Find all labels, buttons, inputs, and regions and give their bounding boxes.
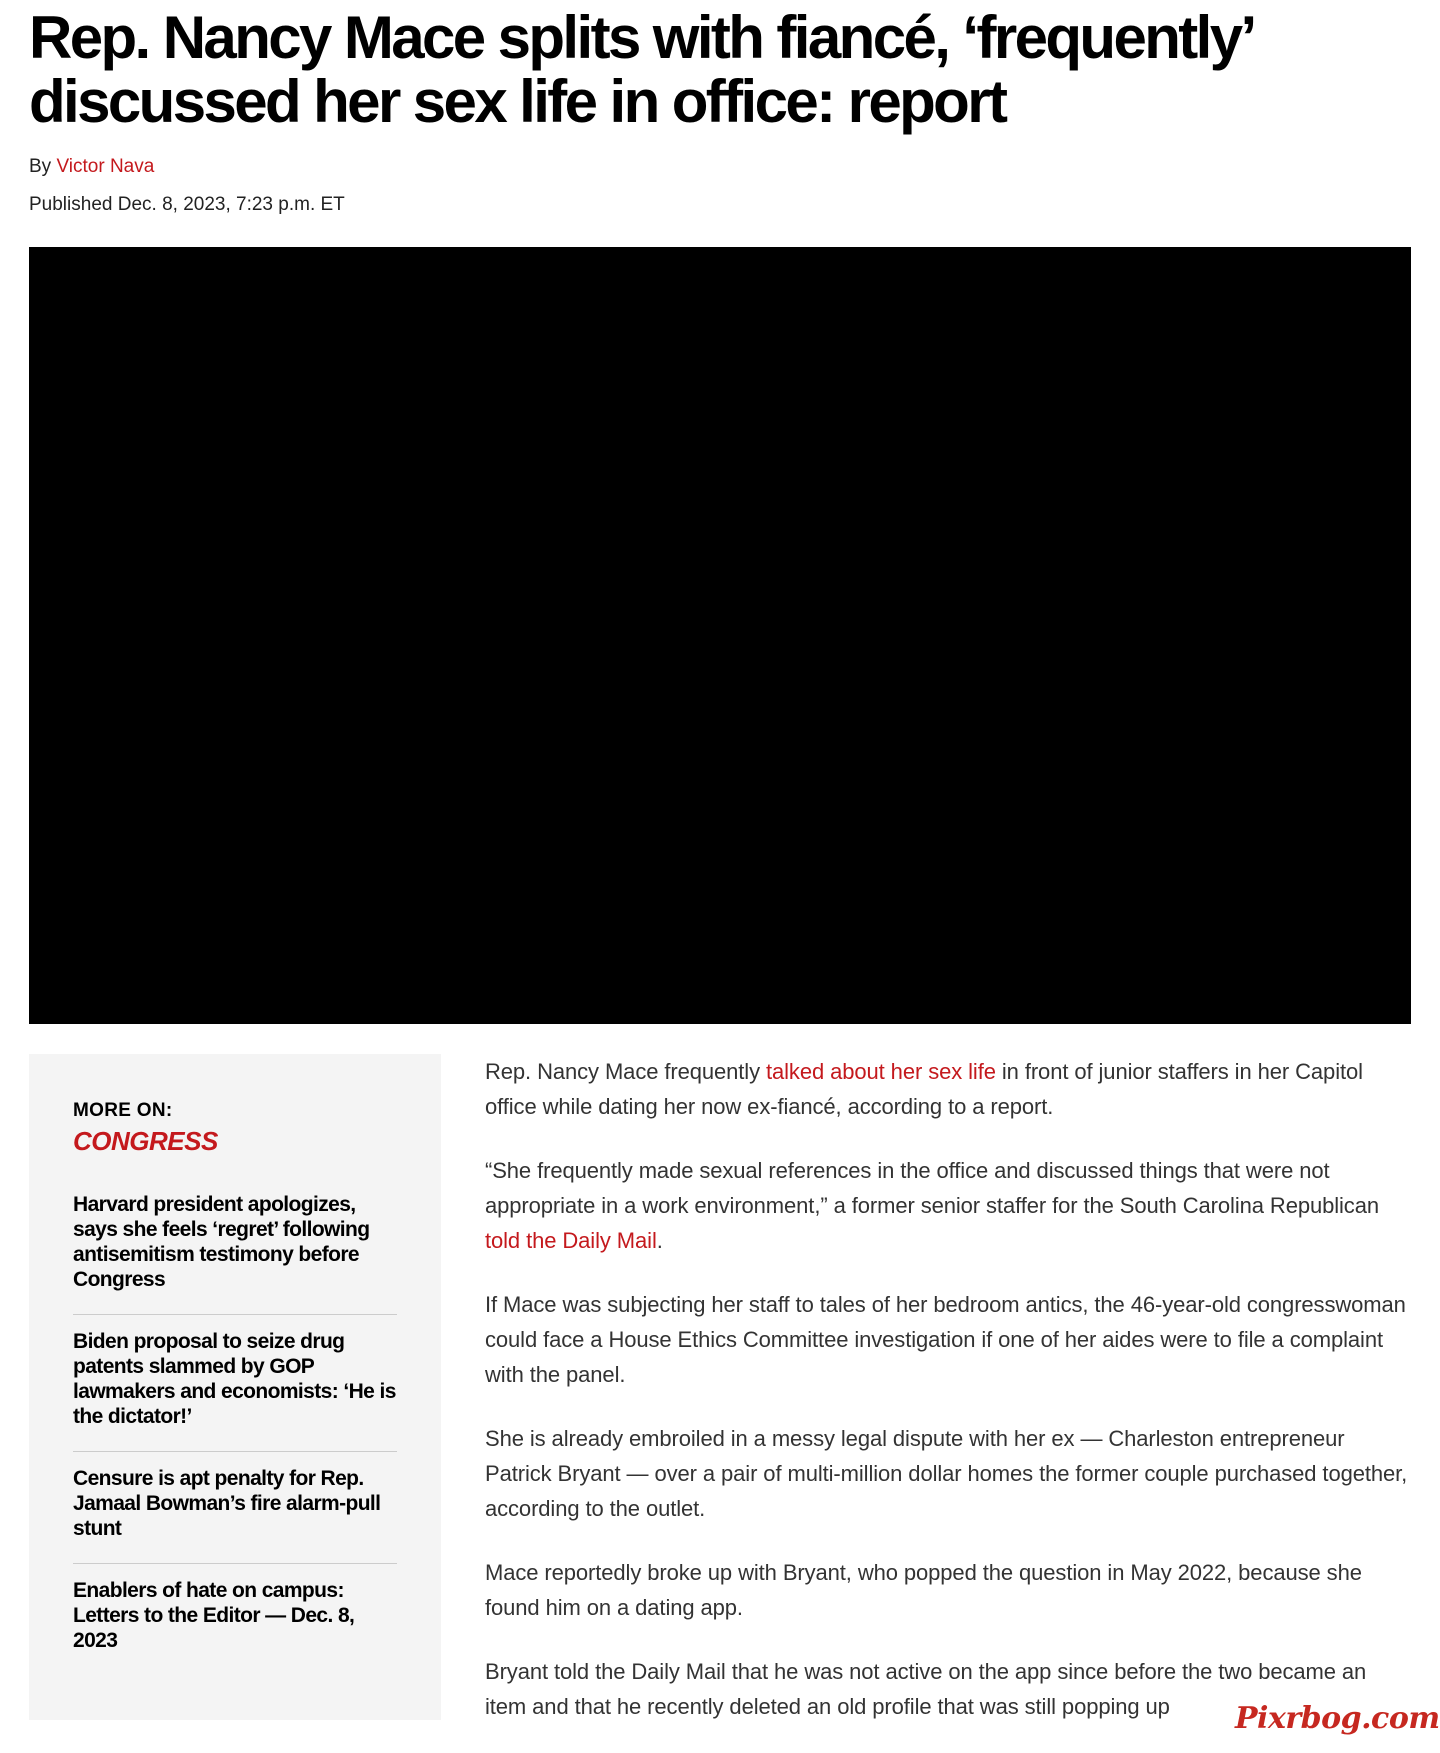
body-paragraph	[485, 1054, 1411, 1124]
article-body	[485, 1054, 1411, 1753]
related-item	[73, 1180, 397, 1315]
body-paragraph: She is already embroiled in a messy legal dispute with her ex — Charleston entrepreneur Patrick Bryant — over a pair of multi-million dollar homes the former couple purchased together, according to the outlet.	[485, 1426, 1408, 1521]
related-item	[73, 1452, 397, 1564]
video-player[interactable]	[29, 247, 1411, 1024]
article-page	[29, 0, 1411, 1719]
body-text: Rep. Nancy Mace frequently	[485, 1059, 766, 1084]
published-date: Published Dec. 8, 2023, 7:23 p.m. ET	[29, 194, 345, 215]
related-link[interactable]: Censure is apt penalty for Rep. Jamaal Bowman’s fire alarm-pull stunt	[73, 1467, 381, 1540]
related-link[interactable]: Enablers of hate on campus: Letters to the Editor — Dec. 8, 2023	[73, 1579, 355, 1652]
related-item	[73, 1564, 397, 1675]
section-link-congress[interactable]: CONGRESS	[73, 1126, 218, 1156]
more-on-label: MORE ON:	[73, 1100, 173, 1121]
related-sidebar	[29, 1054, 441, 1720]
related-list	[73, 1180, 397, 1675]
body-text: .	[656, 1228, 663, 1253]
related-link[interactable]: Harvard president apologizes, says she feels ‘regret’ following antisemitism testimony before Congress	[73, 1193, 370, 1291]
body-text: “She frequently made sexual references in the office and discussed things that were not appropriate in a work environment,” a former senior staffer for the South Carolina Republican	[485, 1158, 1379, 1218]
body-paragraph	[485, 1153, 1411, 1258]
author-link[interactable]: Victor Nava	[56, 156, 155, 177]
body-paragraph: Bryant told the Daily Mail that he was not active on the app since before the two became an item and that he recently deleted an old profile that was still popping up	[485, 1659, 1367, 1719]
body-paragraph: Mace reportedly broke up with Bryant, who popped the question in May 2022, because she found him on a dating app.	[485, 1560, 1362, 1620]
related-item	[73, 1315, 397, 1452]
article-headline: Rep. Nancy Mace splits with fiancé, ‘frequently’ discussed her sex life in office: report	[29, 4, 1252, 135]
daily-mail-link[interactable]: told the Daily Mail	[485, 1228, 657, 1253]
byline	[29, 154, 1411, 180]
body-text: in front of junior staffers in her Capitol office while dating her now ex-fiancé, according to a report.	[485, 1059, 1363, 1119]
watermark: Pixrbog.com	[1235, 1701, 1440, 1736]
sex-life-link[interactable]: talked about her sex life	[766, 1059, 996, 1084]
related-link[interactable]: Biden proposal to seize drug patents slammed by GOP lawmakers and economists: ‘He is the dictator!’	[73, 1330, 396, 1428]
body-paragraph: If Mace was subjecting her staff to tales of her bedroom antics, the 46-year-old congresswoman could face a House Ethics Committee investigation if one of her aides were to file a complaint with the panel.	[485, 1292, 1406, 1387]
byline-prefix: By	[29, 156, 57, 177]
